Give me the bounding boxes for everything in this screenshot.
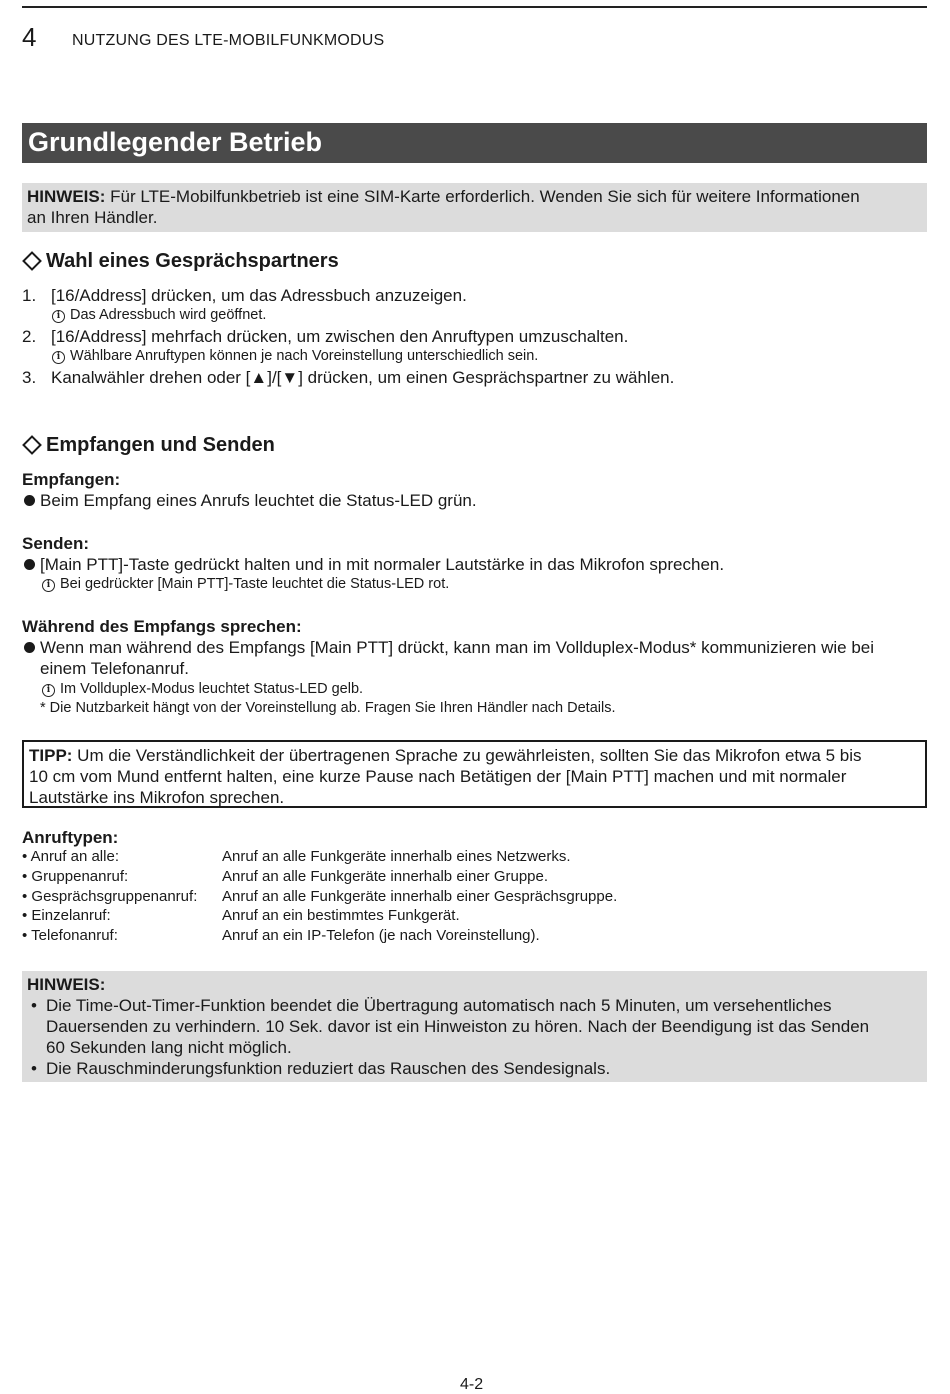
call-type-name: • Telefonanruf: bbox=[22, 927, 118, 944]
diamond-icon bbox=[22, 251, 42, 271]
header-rule bbox=[22, 6, 927, 8]
step-text: [16/Address] mehrfach drücken, um zwischen den Anruftypen umzuschalten. bbox=[51, 327, 629, 346]
step-number: 1. bbox=[22, 286, 37, 305]
call-type-name: • Gruppenanruf: bbox=[22, 868, 129, 885]
chapter-title: NUTZUNG DES LTE-MOBILFUNKMODUS bbox=[72, 32, 385, 49]
note-item: • Die Time-Out-Timer-Funktion beendet die Übertragung automatisch nach 5 Minuten, um versehentliches Dauersenden zu verhindern. 10 Sek. davor ist ein Hinweiston zu hören. Nach der Beendigung ist das Senden 60 Sekunden lang nicht möglich. bbox=[27, 995, 921, 1058]
call-type-desc: Anruf an alle Funkgeräte innerhalb eines Netzwerks. bbox=[222, 848, 571, 865]
bullet-icon bbox=[24, 642, 35, 653]
call-type-desc: Anruf an alle Funkgeräte innerhalb einer Gruppe. bbox=[222, 868, 549, 885]
step-info: i Das Adressbuch wird geöffnet. bbox=[52, 307, 266, 323]
note-text: an Ihren Händler. bbox=[27, 208, 158, 227]
send-label: Senden: bbox=[22, 534, 90, 553]
bullet-icon bbox=[24, 495, 35, 506]
receive-text: Beim Empfang eines Anrufs leuchtet die Status-LED grün. bbox=[40, 491, 477, 510]
diamond-icon bbox=[22, 435, 42, 455]
send-info: i Bei gedrückter [Main PTT]-Taste leuchtet die Status-LED rot. bbox=[42, 576, 449, 592]
note-box bbox=[22, 971, 927, 1082]
info-icon: i bbox=[42, 579, 55, 592]
note-item: • Die Rauschminderungsfunktion reduziert das Rauschen des Sendesignals. bbox=[27, 1058, 921, 1079]
subsection-heading: Empfangen und Senden bbox=[22, 434, 275, 457]
note-label: HINWEIS: bbox=[27, 187, 106, 206]
page-number: 4-2 bbox=[460, 1376, 484, 1393]
chapter-number: 4 bbox=[22, 22, 37, 52]
call-types-label: Anruftypen: bbox=[22, 828, 119, 847]
call-type-name: • Anruf an alle: bbox=[22, 848, 119, 865]
step-number: 2. bbox=[22, 327, 37, 346]
note-box bbox=[22, 183, 927, 232]
call-type-desc: Anruf an alle Funkgeräte innerhalb einer Gesprächsgruppe. bbox=[222, 888, 618, 905]
send-text: [Main PTT]-Taste gedrückt halten und in mit normaler Lautstärke in das Mikrofon sprechen. bbox=[40, 555, 725, 574]
section-title: Grundlegender Betrieb bbox=[22, 123, 927, 163]
subsection-heading: Wahl eines Gesprächspartners bbox=[22, 250, 339, 273]
receive-label: Empfangen: bbox=[22, 470, 121, 489]
tip-text: 10 cm vom Mund entfernt halten, eine kurze Pause nach Betätigen der [Main PTT] machen und mit normaler bbox=[29, 767, 847, 786]
tip-box bbox=[22, 740, 927, 808]
tip-label: TIPP: bbox=[29, 746, 73, 765]
info-icon: i bbox=[52, 351, 65, 364]
bullet-icon bbox=[24, 559, 35, 570]
step-text: [16/Address] drücken, um das Adressbuch anzuzeigen. bbox=[51, 286, 467, 305]
step-info: i Wählbare Anruftypen können je nach Voreinstellung unterschiedlich sein. bbox=[52, 348, 538, 364]
tip-text: Um die Verständlichkeit der übertragenen Sprache zu gewährleisten, sollten Sie das Mikrofon etwa 5 bis bbox=[72, 746, 862, 765]
step-text: Kanalwähler drehen oder [▲]/[▼] drücken, um einen Gesprächspartner zu wählen. bbox=[51, 368, 675, 387]
call-type-desc: Anruf an ein IP-Telefon (je nach Voreinstellung). bbox=[222, 927, 540, 944]
note-label: HINWEIS: bbox=[27, 975, 106, 994]
call-type-name: • Einzelanruf: bbox=[22, 907, 111, 924]
call-type-name: • Gesprächsgruppenanruf: bbox=[22, 888, 198, 905]
duplex-label: Während des Empfangs sprechen: bbox=[22, 617, 302, 636]
footnote: * Die Nutzbarkeit hängt von der Voreinstellung ab. Fragen Sie Ihren Händler nach Details. bbox=[40, 700, 616, 716]
info-icon: i bbox=[52, 310, 65, 323]
duplex-info: i Im Vollduplex-Modus leuchtet Status-LED gelb. bbox=[42, 681, 363, 697]
call-type-desc: Anruf an ein bestimmtes Funkgerät. bbox=[222, 907, 460, 924]
step-number: 3. bbox=[22, 368, 37, 387]
duplex-text: einem Telefonanruf. bbox=[40, 659, 190, 678]
info-icon: i bbox=[42, 684, 55, 697]
duplex-text: Wenn man während des Empfangs [Main PTT] drückt, kann man im Vollduplex-Modus* kommunizieren wie bei bbox=[40, 638, 875, 657]
tip-text: Lautstärke ins Mikrofon sprechen. bbox=[29, 788, 285, 807]
note-text: Für LTE-Mobilfunkbetrieb ist eine SIM-Karte erforderlich. Wenden Sie sich für weitere Informationen bbox=[105, 187, 860, 206]
